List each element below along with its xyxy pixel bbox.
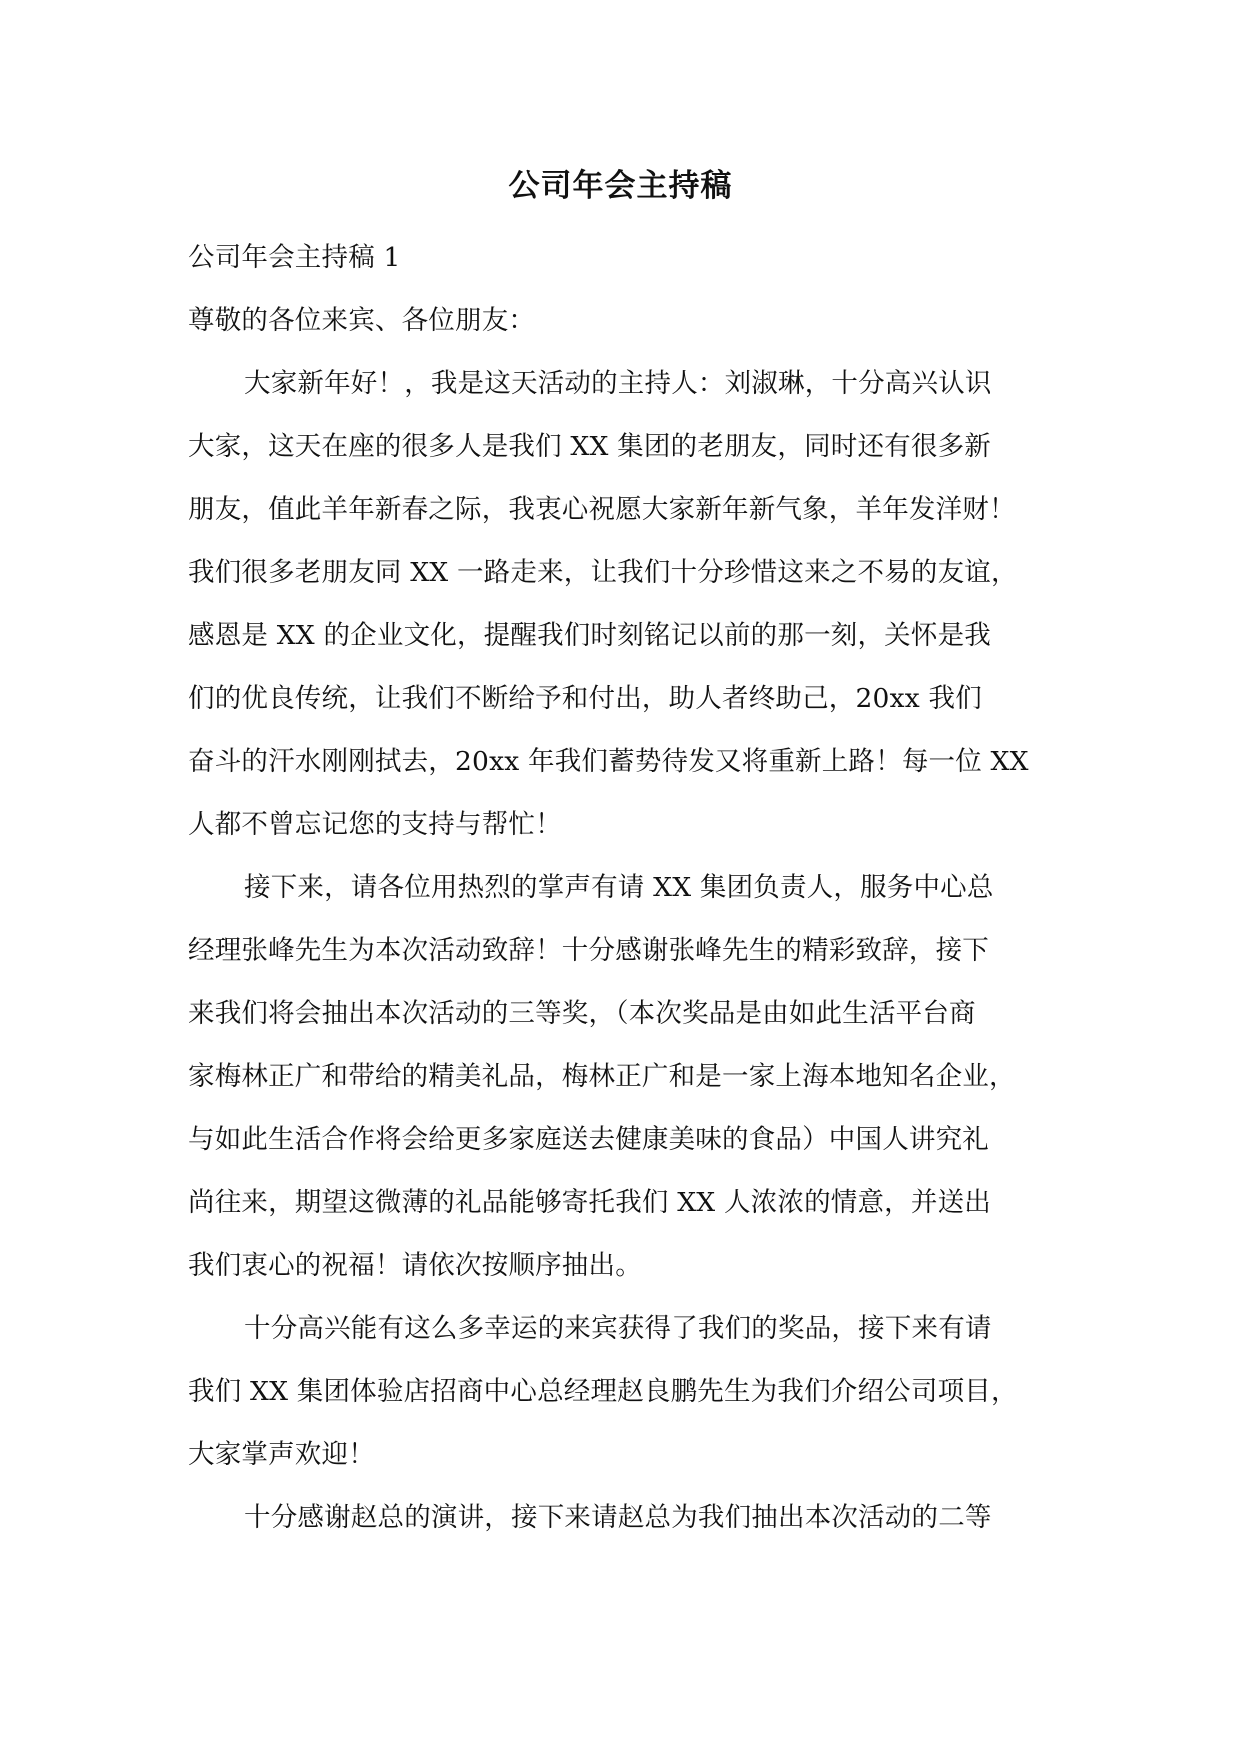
text-line: 尊敬的各位来宾、各位朋友： [188, 305, 536, 336]
text-line: 我们很多老朋友同 XX 一路走来，让我们十分珍惜这来之不易的友谊， [188, 557, 1018, 588]
text-line: 大家掌声欢迎！ [188, 1439, 375, 1470]
text-line: 人都不曾忘记您的支持与帮忙！ [188, 809, 562, 840]
text-line: 我们衷心的祝福！请依次按顺序抽出。 [188, 1250, 642, 1281]
text-line: 来我们将会抽出本次活动的三等奖，（本次奖品是由如此生活平台商 [188, 998, 976, 1029]
text-line: 家梅林正广和带给的精美礼品，梅林正广和是一家上海本地知名企业， [188, 1061, 1016, 1092]
text-line: 经理张峰先生为本次活动致辞！十分感谢张峰先生的精彩致辞，接下 [188, 935, 989, 966]
text-line: 们的优良传统，让我们不断给予和付出，助人者终助己，20xx 我们 [188, 683, 982, 714]
text-line: 接下来，请各位用热烈的掌声有请 XX 集团负责人，服务中心总 [244, 872, 994, 903]
text-line: 十分高兴能有这么多幸运的来宾获得了我们的奖品，接下来有请 [244, 1313, 992, 1344]
text-line: 大家新年好！，我是这天活动的主持人：刘淑琳，十分高兴认识 [244, 368, 992, 399]
text-line: 奋斗的汗水刚刚拭去，20xx 年我们蓄势待发又将重新上路！每一位 XX [188, 746, 1029, 777]
text-line: 十分感谢赵总的演讲，接下来请赵总为我们抽出本次活动的二等 [244, 1502, 992, 1533]
text-line: 公司年会主持稿 1 [188, 242, 401, 273]
text-line: 我们 XX 集团体验店招商中心总经理赵良鹏先生为我们介绍公司项目， [188, 1376, 1018, 1407]
text-line: 与如此生活合作将会给更多家庭送去健康美味的食品）中国人讲究礼 [188, 1124, 989, 1155]
text-line: 朋友，值此羊年新春之际，我衷心祝愿大家新年新气象，羊年发洋财！ [188, 494, 1016, 525]
document-title: 公司年会主持稿 [508, 168, 733, 204]
text-line: 大家，这天在座的很多人是我们 XX 集团的老朋友，同时还有很多新 [188, 431, 991, 462]
text-line: 感恩是 XX 的企业文化，提醒我们时刻铭记以前的那一刻，关怀是我 [188, 620, 991, 651]
document-body [188, 226, 1058, 1549]
text-line: 尚往来，期望这微薄的礼品能够寄托我们 XX 人浓浓的情意，并送出 [188, 1187, 991, 1218]
